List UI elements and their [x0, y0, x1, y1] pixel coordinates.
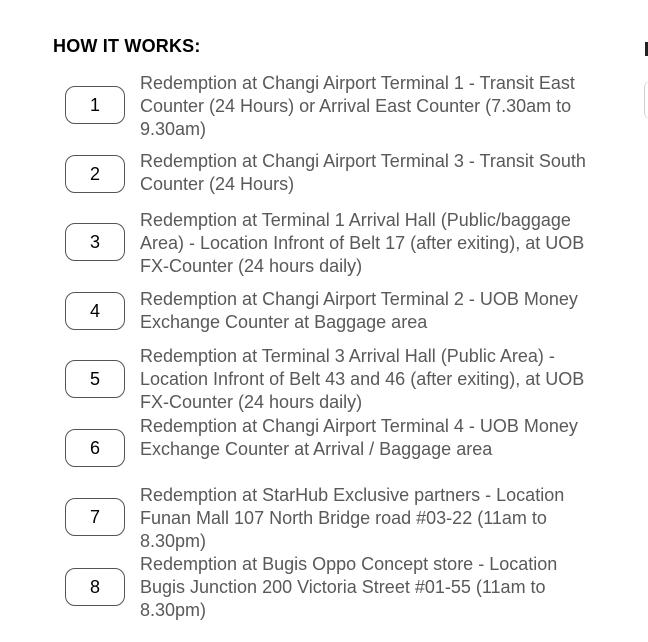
section-heading: HOW IT WORKS:: [53, 36, 201, 56]
step-number-badge: 6: [65, 429, 125, 467]
step-description: Redemption at Terminal 3 Arrival Hall (Public Area) - Location Infront of Belt 43 and 46 (after exiting), at UOB FX-Counter (24 hours daily): [140, 346, 585, 412]
step-description: Redemption at Changi Airport Terminal 4 - UOB Money Exchange Counter at Arrival / Baggage area: [140, 416, 578, 459]
step-description: Redemption at Terminal 1 Arrival Hall (Public/baggage Area) - Location Infront of Belt 17 (after exiting), at UOB FX-Counter (24 hours daily): [140, 210, 585, 276]
step-number-badge: 5: [65, 360, 125, 398]
step-number-badge: 3: [65, 223, 125, 261]
step-number-badge: 7: [65, 498, 125, 536]
step-description: Redemption at Changi Airport Terminal 3 - Transit South Counter (24 Hours): [140, 151, 586, 194]
step-description: Redemption at Changi Airport Terminal 2 - UOB Money Exchange Counter at Baggage area: [140, 289, 578, 332]
step-number-badge: 2: [65, 155, 125, 193]
step-number-badge: 4: [65, 292, 125, 330]
step-number-badge: 8: [65, 568, 125, 606]
step-description: Redemption at Bugis Oppo Concept store - Location Bugis Junction 200 Victoria Street #01-55 (11am to 8.30pm): [140, 554, 558, 620]
step-description: Redemption at StarHub Exclusive partners - Location Funan Mall 107 North Bridge road #03-22 (11am to 8.30pm): [140, 485, 565, 551]
step-description: Redemption at Changi Airport Terminal 1 - Transit East Counter (24 Hours) or Arrival East Counter (7.30am to 9.30am): [140, 73, 575, 139]
edge-frame: [644, 80, 648, 120]
step-number-badge: 1: [65, 86, 125, 124]
